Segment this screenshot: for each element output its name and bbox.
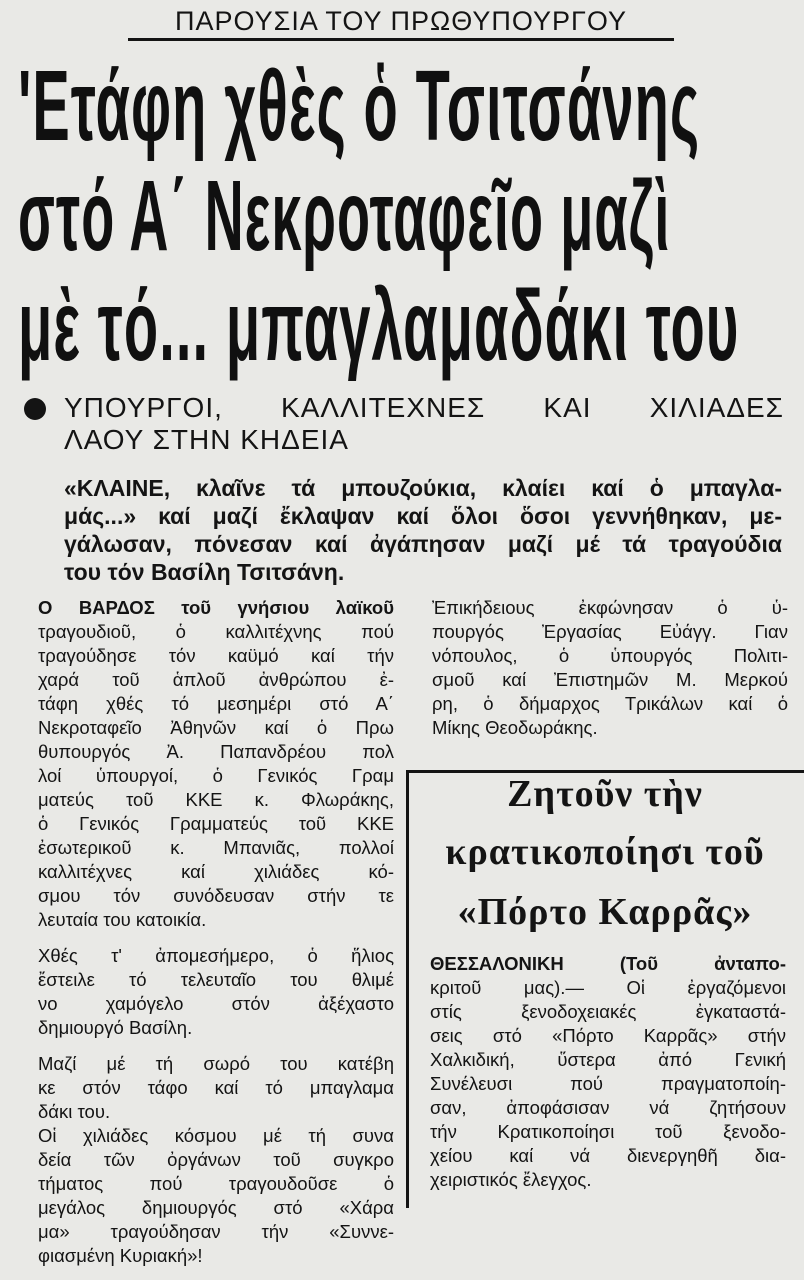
body-line: ὁ Γενικός Γραμματεύς τοῦ ΚΚΕ [38,813,394,834]
body-line: Χαλκιδική, ὕστερα ἀπό Γενική [430,1049,786,1070]
body-line: ρη, ὁ δήμαρχος Τρικάλων καί ὁ [432,693,788,714]
lead-line: του τόν Βασίλη Τσιτσάνη. [64,559,345,585]
headline-line-1: 'Ετάφη χθὲς ὁ Τσιτσάνης [18,50,701,162]
body-line: Μαζί μέ τή σωρό του κατέβη [38,1053,394,1074]
body-line: τραγουδιοῦ, ὁ καλλιτέχνης πού [38,621,394,642]
body-line: τραγούδησε τόν καϋμό καί τήν [38,645,394,666]
body-line: χειριστικός ἔλεγχος. [430,1169,592,1190]
paragraph [38,944,394,1040]
body-line: δάκι του. [38,1101,111,1122]
body-line: Οἱ χιλιάδες κόσμου μέ τή συνα [38,1125,394,1146]
body-line: φιασμένη Κυριακή»! [38,1245,203,1266]
body-line: τήματος πού τραγουδοῦσε ὁ [38,1173,394,1194]
body-line: Συνέλευσι πού πραγματοποίη- [430,1073,786,1094]
box-article-body [430,952,786,1204]
body-line: λοί ὑπουργοί, ὁ Γενικός Γραμ [38,765,394,786]
paragraph [38,596,394,932]
body-line: σμοῦ καί Ἐπιστημῶν Μ. Μερκού [432,669,788,690]
box-title-line-1: Ζητοῦν τὴν [507,773,703,815]
body-line: τάφη χθές τό μεσημέρι στό Α΄ [38,693,394,714]
body-line: μα» τραγούδησαν τήν «Συννε- [38,1221,394,1242]
body-line: τήν Κρατικοποίησι τοῦ ξενοδο- [430,1121,786,1142]
body-line: δεία τῶν ὀργάνων τοῦ συγκρο [38,1149,394,1170]
right-column-top [432,596,788,752]
headline-line-3: μὲ τό... μπαγλαμαδάκι του [18,270,740,382]
body-line: κριτοῦ μας).— Οἱ ἐργαζόμενοι [430,977,786,998]
body-line: ΘΕΣΣΑΛΟΝΙΚΗ (Τοῦ ἀνταπο- [430,953,786,974]
body-line: πουργός Ἐργασίας Εὐάγγ. Γιαν [432,621,788,642]
body-line: σεις στό «Πόρτο Καρρᾶς» στήν [430,1025,786,1046]
body-line: χείου καί νά διενεργηθῆ δια- [430,1145,786,1166]
headline-line-2: στό Α΄ Νεκροταφεῖο μαζὶ [18,160,671,272]
body-line: σαν, ἀποφάσισαν νά ζητήσουν [430,1097,786,1118]
paragraph [38,1124,394,1268]
subheadline-line-1: ΥΠΟΥΡΓΟΙ, ΚΑΛΛΙΤΕΧΝΕΣ ΚΑΙ ΧΙΛΙΑΔΕΣ [64,392,784,423]
body-line: δημιουργό Βασίλη. [38,1017,193,1038]
body-line: Ο ΒΑΡΔΟΣ τοῦ γνήσιου λαϊκοῦ [38,597,394,618]
kicker: ΠΑΡΟΥΣΙΑ ΤΟΥ ΠΡΩΘΥΠΟΥΡΓΟΥ [128,4,674,41]
body-line: λευταία του κατοικία. [38,909,207,930]
body-line: καλλιτέχνες καί χιλιάδες κό- [38,861,394,882]
left-column [38,596,394,1280]
body-line: μεγάλος δημιουργός στό «Χάρα [38,1197,394,1218]
bullet-icon [24,398,46,420]
paragraph [432,596,788,740]
paragraph [430,952,786,1192]
body-line: χαρά τοῦ ἁπλοῦ ἀνθρώπου ἐ- [38,669,394,690]
lead-paragraph [64,474,782,586]
body-line: Μίκης Θεοδωράκης. [432,717,598,738]
subheadline-line-2: ΛΑΟΥ ΣΤΗΝ ΚΗΔΕΙΑ [64,424,349,455]
paragraph [38,1052,394,1124]
lead-line: μάς...» καί μαζί ἔκλαψαν καί ὅλοι ὅσοι γεννήθηκαν, με- [64,503,782,529]
body-line: ἐσωτερικοῦ κ. Μπανιᾶς, πολλοί [38,837,394,858]
body-line: Ἐπικήδειους ἐκφώνησαν ὁ ὑ- [432,597,788,618]
body-line: Χθές τ' ἀπομεσήμερο, ὁ ἥλιος [38,945,394,966]
body-line: θυπουργός Ἀ. Παπανδρέου πολ [38,741,394,762]
body-line: ἔστειλε τό τελευταῖο του θλιμέ [38,969,394,990]
lead-line: «ΚΛΑΙΝΕ, κλαῖνε τά μπουζούκια, κλαίει καί ὁ μπαγλα- [64,475,782,501]
box-title-line-2: κρατικοποίησι τοῦ [445,831,765,873]
box-title-line-3: «Πόρτο Καρρᾶς» [457,891,753,933]
body-line: ματεύς τοῦ ΚΚΕ κ. Φλωράκης, [38,789,394,810]
body-line: κε στόν τάφο καί τό μπαγλαμα [38,1077,394,1098]
body-line: σμου τόν συνόδευσαν στήν τε [38,885,394,906]
body-line: νόπουλος, ὁ ὑπουργός Πολιτι- [432,645,788,666]
body-line: Νεκροταφεῖο Ἀθηνῶν καί ὁ Πρω [38,717,394,738]
lead-line: γάλωσαν, πόνεσαν καί ἀγάπησαν μαζί μέ τά τραγούδια [64,531,782,557]
body-line: νο χαμόγελο στόν ἀξέχαστο [38,993,394,1014]
body-line: στίς ξενοδοχειακές ἐγκαταστά- [430,1001,786,1022]
